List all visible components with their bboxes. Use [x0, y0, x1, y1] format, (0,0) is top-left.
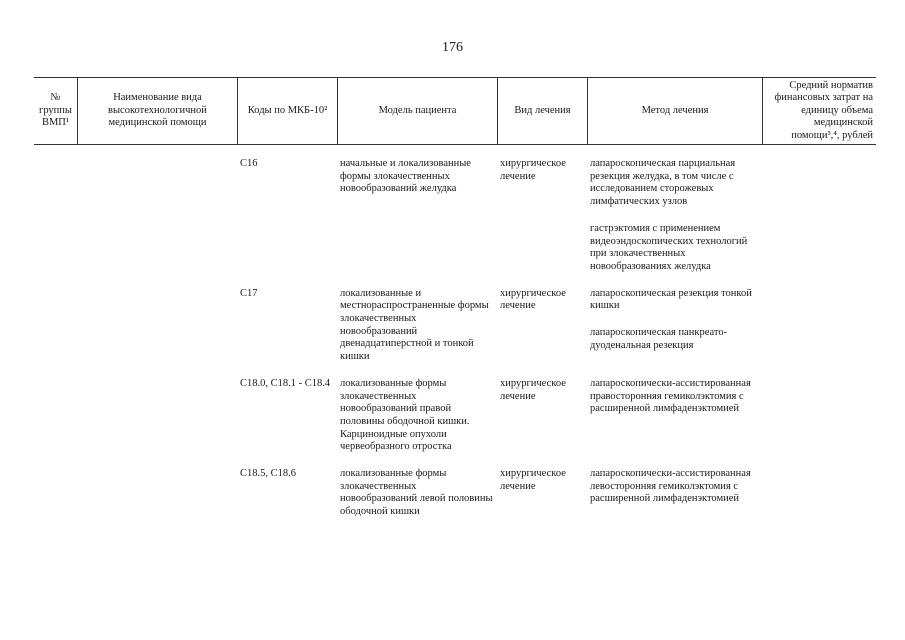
icd-code: C17 [240, 287, 258, 299]
header-financial-norm: Средний норматив финансовых затрат на единицу объема медицинской помощи³,⁴, рублей [762, 78, 876, 144]
header-icd-codes: Коды по МКБ-10² [237, 78, 337, 144]
treatment-methods [587, 288, 762, 364]
table-row [34, 288, 876, 364]
page-number: 176 [442, 40, 463, 55]
treatment-method: лапароскопическая резекция тонкой кишки [590, 287, 752, 312]
table-row [34, 468, 876, 519]
icd-code: C16 [240, 158, 258, 169]
treatment-type: хирургическое лечение [500, 468, 566, 492]
treatment-methods [587, 378, 762, 454]
table-body [34, 158, 876, 533]
header-group-number: № группы ВМП¹ [39, 92, 72, 129]
table-row [34, 158, 876, 274]
treatment-type: хирургическое лечение [500, 287, 566, 312]
header-treatment-method: Метод лечения [587, 78, 762, 144]
treatment-method: лапароскопическая парциальная резекция желудка, в том числе с исследованием сторожевых лимфатических узлов [590, 158, 736, 208]
header-patient-model: Модель пациента [337, 78, 497, 144]
table-row [34, 378, 876, 454]
treatment-methods [587, 468, 762, 519]
patient-model: локализованные формы злокачественных новообразований левой половины ободочной кишки [340, 468, 493, 518]
treatment-method: гастрэктомия с применением видеоэндоскопических технологий при злокачественных новообразованиях желудка [590, 222, 748, 272]
table-header [34, 77, 876, 145]
patient-model: локализованные и местнораспространенные формы злокачественных новообразований двенадцатиперстной и тонкой кишки [340, 287, 489, 363]
treatment-type: хирургическое лечение [500, 377, 566, 402]
icd-code: C18.0, C18.1 - C18.4 [240, 377, 331, 389]
header-care-type-name: Наименование вида высокотехнологичной медицинской помощи [77, 78, 237, 144]
patient-model: начальные и локализованные формы злокачественных новообразований желудка [340, 158, 471, 195]
treatment-method: лапароскопическая панкреато-дуоденальная резекция [590, 327, 728, 351]
header-treatment-type: Вид лечения [497, 78, 587, 144]
patient-model: локализованные формы злокачественных новообразований правой половины ободочной кишки. Карциноидные опухоли червеобразного отростка [340, 377, 470, 453]
treatment-methods [587, 158, 762, 274]
treatment-type: хирургическое лечение [500, 158, 566, 182]
treatment-method: лапароскопически-ассистированная левосторонняя гемиколэктомия с расширенной лимфаденэктомией [590, 468, 751, 505]
treatment-method: лапароскопически-ассистированная правосторонняя гемиколэктомия с расширенной лимфаденэктомией [590, 377, 751, 415]
icd-code: C18.5, C18.6 [240, 468, 297, 480]
